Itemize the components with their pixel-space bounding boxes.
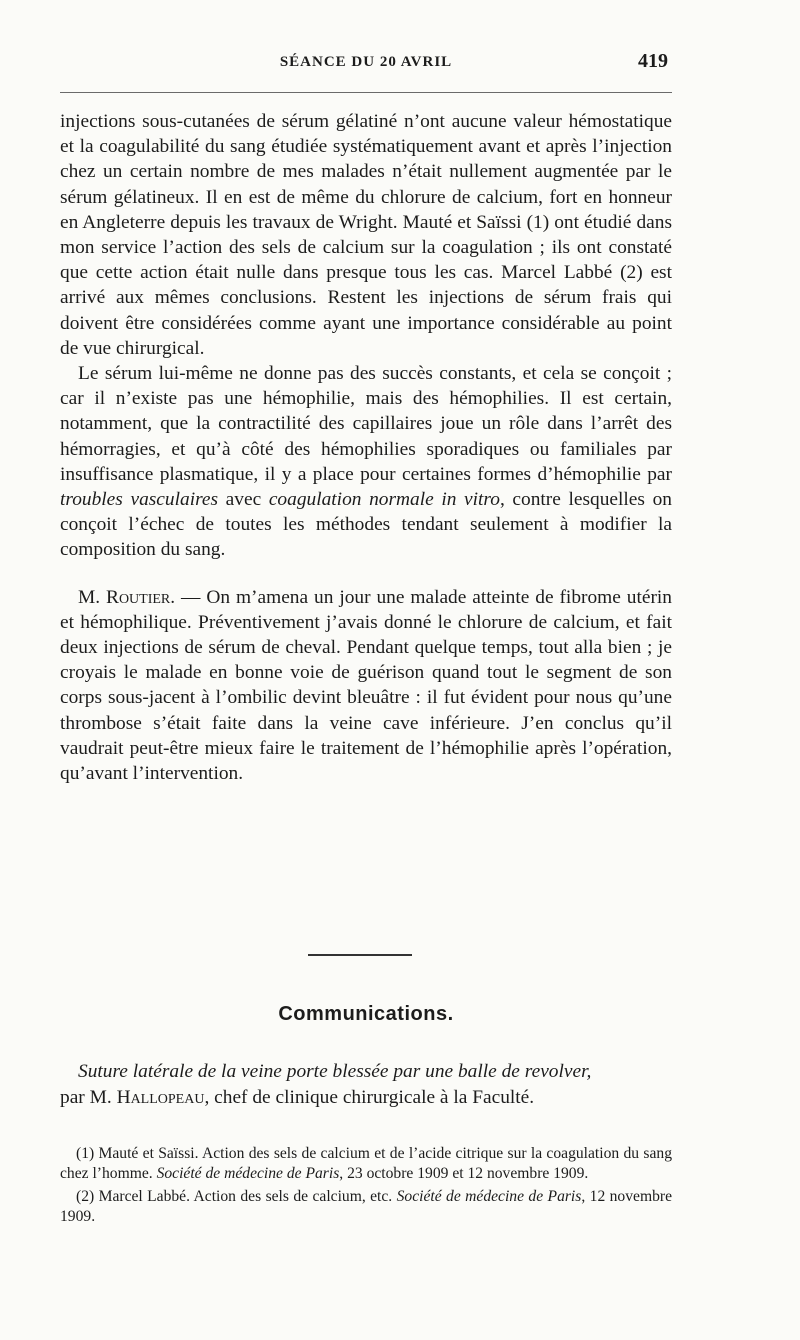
book-page [60,48,672,1226]
paragraph-2-text-a: Le sérum lui-même ne donne pas des succès constants, et cela se conçoit ; car il n’existe pas une hémophilie, mais des hémophilies. Il est certain, notamment, que la contractilité des capillaires joue un rôle dans l’arrêt des hémorragies, et qu’à côté des hémophilies sporadiques ou familiales par insuffisance plasmatique, il y a place pour certaines formes d’hémophilie par [60,363,672,485]
footnote-1-text-b: , 23 octobre 1909 et 12 novembre 1909. [339,1165,589,1183]
section-heading: Communications. [278,1003,454,1025]
paragraph-routier [60,585,672,787]
footnote-1-italic: Société de médecine de Paris [156,1165,340,1183]
communication-title [60,1059,672,1111]
speaker-prefix: M. [78,586,101,608]
paragraph-routier-text: . — On m’amena un jour une malade atteinte de fibrome utérin et hémophilique. Préventivement j’avais donné le chlorure de calcium, et fait deux injections de sérum de cheval. Pendant quelque temps, tout alla bien ; je croyais le malade en bonne voie de guérison quand tout le segment de son corps sous-jacent à l’ombilic devint bleuâtre : il fut évident pour nous qu’une thrombose s’était faite dans la veine cave inférieure. J’en conclus qu’il vaudrait peut-être mieux faire le traitement de l’hémophilie après l’opération, qu’avant l’intervention. [60,586,672,785]
main-text [60,109,672,786]
footnote-1 [60,1144,672,1185]
communication-title-line [60,1059,672,1111]
footnote-2-italic: Société de médecine de Paris [396,1187,582,1205]
paragraph-1: injections sous-cutanées de sérum gélatiné n’ont aucune valeur hémostatique et la coagulabilité du sang étudiée systématiquement avant et après l’injection chez un certain nombre de mes malades n’était nullement augmentée par le sérum gélatineux. Il en est de même du chlorure de calcium, fort en honneur en Angleterre depuis les travaux de Wright. Mauté et Saïssi (1) ont étudié dans mon service l’action des sels de calcium sur la coagulation ; ils ont constaté que cette action était nulle dans presque tous les cas. Marcel Labbé (2) est arrivé aux mêmes conclusions. Restent les injections de sérum frais qui doivent être considérées comme ayant une importance considérable au point de vue chirurgical. [60,111,672,359]
footnote-2-text-b: , 12 novembre 1909. [60,1187,672,1226]
speaker-name: Routier [106,586,171,608]
paragraph-2 [60,361,672,563]
footnote-2-text-a: (2) Marcel Labbé. Action des sels de calcium, etc. [76,1187,397,1205]
italic-troubles-vasculaires: troubles vasculaires [60,489,219,511]
italic-coagulation-normale: coagulation normale in vitro [268,489,500,511]
running-title: SÉANCE DU 20 AVRIL [279,54,453,70]
footnote-2 [60,1187,672,1228]
paragraph-2-text-c: , contre lesquelles on conçoit l’échec de toutes les méthodes tendant seulement à modifier la composition du sang. [60,489,672,561]
header-rule [60,92,672,93]
section-divider [308,954,412,956]
footnotes [60,1144,672,1228]
running-head [60,48,672,82]
communication-title-italic: Suture latérale de la veine porte blessée par une balle de revolver, [78,1061,592,1082]
paragraph-2-text-b: avec [218,489,269,511]
page-number: 419 [638,50,668,72]
byline-suffix: , chef de clinique chirurgicale à la Faculté. [204,1087,535,1108]
byline-author: Hallopeau [116,1087,205,1108]
footnote-1-text-a: (1) Mauté et Saïssi. Action des sels de calcium et de l’acide citrique sur la coagulation du sang chez l’homme. [60,1145,672,1183]
byline-prefix: par M. [60,1087,112,1108]
